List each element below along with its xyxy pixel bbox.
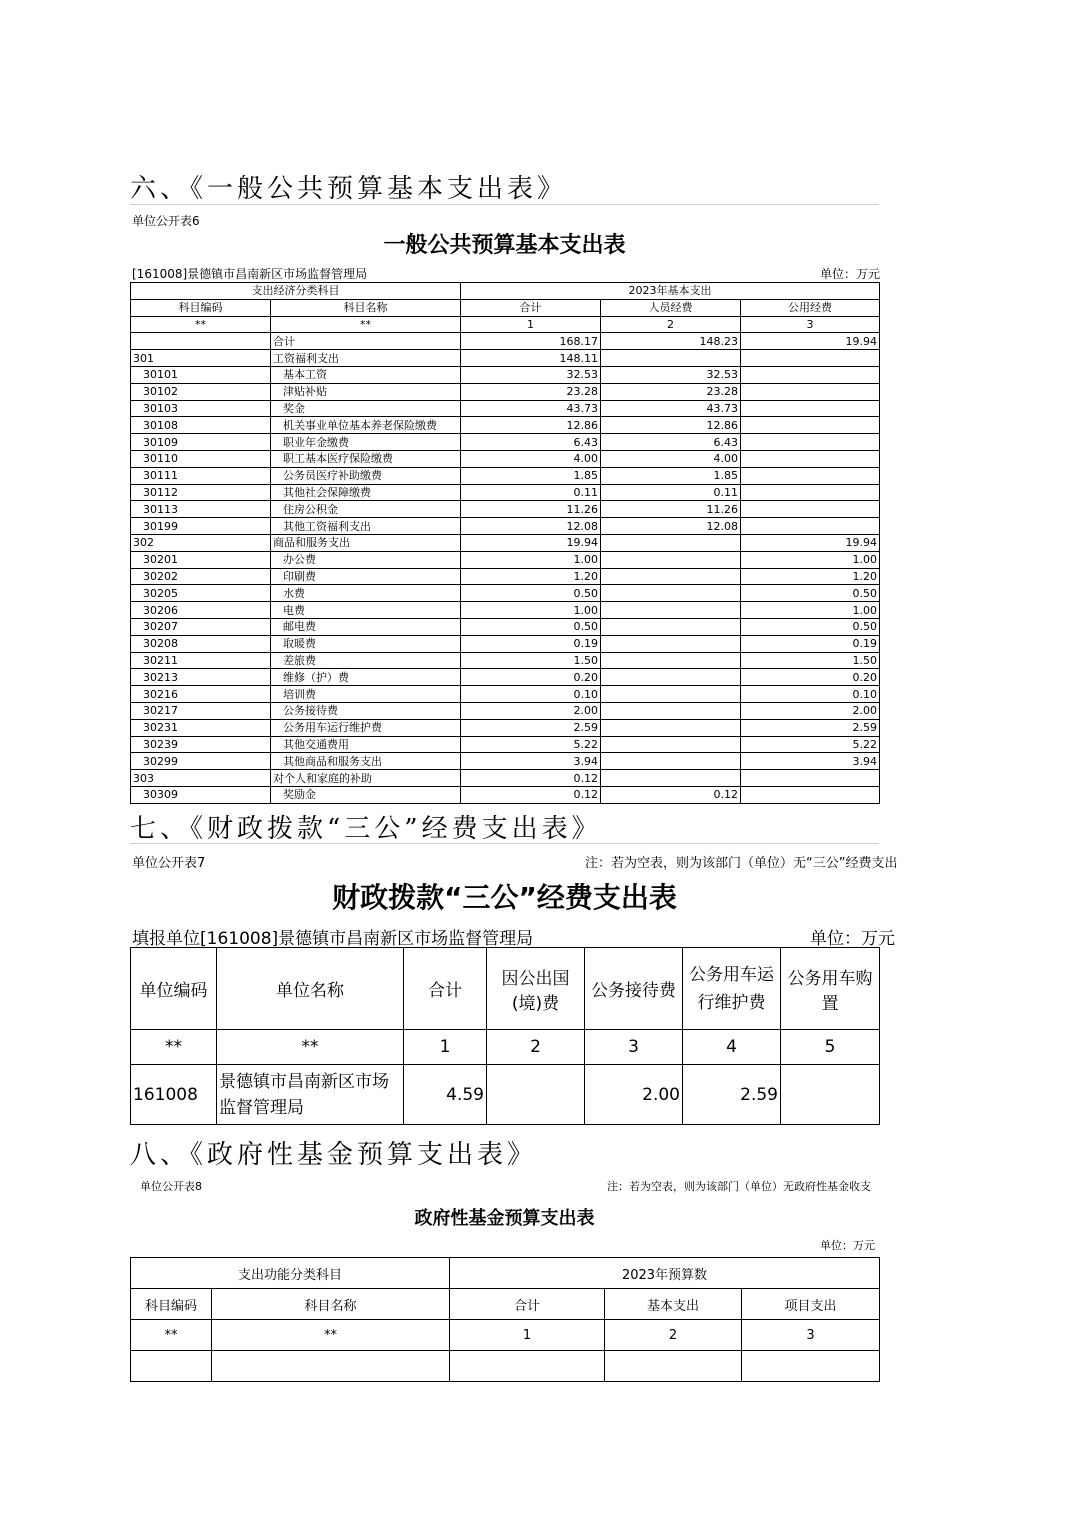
table-index-row — [131, 1030, 880, 1065]
code-cell: 30231 — [131, 719, 271, 736]
name-cell: 商品和服务支出 — [271, 534, 461, 551]
table-row — [131, 786, 880, 803]
personnel-cell — [601, 719, 741, 736]
name-cell: 合计 — [271, 333, 461, 350]
total-cell: 148.11 — [461, 350, 601, 367]
table-row — [131, 602, 880, 619]
header-group-right: 2023年基本支出 — [461, 283, 880, 300]
index-cell: ** — [131, 1030, 217, 1065]
header-cell: 单位名称 — [217, 948, 404, 1030]
three-public-expenses-table — [130, 947, 880, 1125]
total-cell: 0.12 — [461, 786, 601, 803]
total-cell: 0.50 — [461, 618, 601, 635]
public-cell: 19.94 — [741, 534, 880, 551]
header-personnel: 人员经费 — [601, 299, 741, 316]
total-cell: 1.00 — [461, 551, 601, 568]
personnel-cell: 11.26 — [601, 501, 741, 518]
code-cell: 30206 — [131, 602, 271, 619]
table-row — [131, 350, 880, 367]
name-cell: 职工基本医疗保险缴费 — [271, 450, 461, 467]
table-body — [131, 333, 880, 803]
public-cell: 5.22 — [741, 736, 880, 753]
public-cell — [741, 400, 880, 417]
personnel-cell — [601, 585, 741, 602]
public-cell — [741, 467, 880, 484]
index-cell: 3 — [741, 316, 880, 333]
table-row — [131, 534, 880, 551]
total-cell: 1.00 — [461, 602, 601, 619]
section7-title: 财政拨款“三公”经费支出表 — [332, 881, 677, 914]
code-cell: 30239 — [131, 736, 271, 753]
table-row — [131, 1351, 880, 1382]
public-cell — [741, 484, 880, 501]
personnel-cell: 1.85 — [601, 467, 741, 484]
code-cell: 30103 — [131, 400, 271, 417]
table-row — [131, 618, 880, 635]
code-cell: 30299 — [131, 753, 271, 770]
name-cell: 公务接待费 — [271, 702, 461, 719]
index-cell: ** — [271, 316, 461, 333]
index-cell: ** — [217, 1030, 404, 1065]
header-group-right: 2023年预算数 — [450, 1258, 880, 1289]
table-row — [131, 551, 880, 568]
code-cell: 30199 — [131, 518, 271, 535]
total-cell: 12.86 — [461, 417, 601, 434]
index-cell: ** — [131, 316, 271, 333]
section8-title: 政府性基金预算支出表 — [414, 1208, 595, 1229]
name-cell: 差旅费 — [271, 652, 461, 669]
public-cell — [741, 518, 880, 535]
table-header-row — [131, 1258, 880, 1289]
section6-title: 一般公共预算基本支出表 — [383, 233, 626, 258]
header-project: 项目支出 — [742, 1289, 880, 1320]
header-name: 科目名称 — [212, 1289, 450, 1320]
total-cell: 3.94 — [461, 753, 601, 770]
name-cell: 电费 — [271, 602, 461, 619]
table-row — [131, 333, 880, 350]
total-cell: 0.20 — [461, 669, 601, 686]
table-header-row — [131, 948, 880, 1030]
code-cell: 30217 — [131, 702, 271, 719]
index-cell: ** — [131, 1320, 212, 1351]
name-cell: 公务员医疗补助缴费 — [271, 467, 461, 484]
personnel-cell: 0.12 — [601, 786, 741, 803]
index-cell: 2 — [601, 316, 741, 333]
reception-cell: 2.00 — [585, 1065, 683, 1125]
table-header-row — [131, 283, 880, 300]
table-row — [131, 501, 880, 518]
header-group-left: 支出功能分类科目 — [131, 1258, 450, 1289]
personnel-cell: 6.43 — [601, 434, 741, 451]
table-row — [131, 518, 880, 535]
table-row — [131, 686, 880, 703]
total-cell: 1.50 — [461, 652, 601, 669]
personnel-cell — [601, 702, 741, 719]
header-name: 科目名称 — [271, 299, 461, 316]
personnel-cell: 12.08 — [601, 518, 741, 535]
table-row — [131, 417, 880, 434]
personnel-cell — [601, 652, 741, 669]
table-row — [131, 702, 880, 719]
code-cell: 30207 — [131, 618, 271, 635]
table-row — [131, 1065, 880, 1125]
personnel-cell — [601, 736, 741, 753]
table-index-row — [131, 316, 880, 333]
index-cell: 5 — [781, 1030, 880, 1065]
public-cell: 0.50 — [741, 585, 880, 602]
total-cell: 168.17 — [461, 333, 601, 350]
table-row — [131, 736, 880, 753]
table-row — [131, 568, 880, 585]
total-cell: 2.59 — [461, 719, 601, 736]
personnel-cell — [601, 686, 741, 703]
header-cell: 因公出国(境)费 — [487, 948, 585, 1030]
table-header-row — [131, 1289, 880, 1320]
code-cell: 301 — [131, 350, 271, 367]
name-cell: 职业年金缴费 — [271, 434, 461, 451]
personnel-cell — [601, 770, 741, 787]
empty-cell — [605, 1351, 742, 1382]
table-row — [131, 635, 880, 652]
code-cell: 30201 — [131, 551, 271, 568]
total-cell: 23.28 — [461, 383, 601, 400]
personnel-cell: 0.11 — [601, 484, 741, 501]
unit-code-cell: 161008 — [131, 1065, 217, 1125]
table-row — [131, 484, 880, 501]
table-row — [131, 434, 880, 451]
personnel-cell: 43.73 — [601, 400, 741, 417]
total-cell: 43.73 — [461, 400, 601, 417]
header-basic: 基本支出 — [605, 1289, 742, 1320]
name-cell: 其他社会保障缴费 — [271, 484, 461, 501]
total-cell: 1.85 — [461, 467, 601, 484]
index-cell: 2 — [487, 1030, 585, 1065]
table-row — [131, 585, 880, 602]
table-row — [131, 467, 880, 484]
table-index-row — [131, 1320, 880, 1351]
code-cell: 30213 — [131, 669, 271, 686]
empty-cell — [742, 1351, 880, 1382]
section6-form-label: 单位公开表6 — [132, 214, 200, 228]
public-cell — [741, 450, 880, 467]
header-cell: 公务用车运行维护费 — [683, 948, 781, 1030]
abroad-cell — [487, 1065, 585, 1125]
name-cell: 住房公积金 — [271, 501, 461, 518]
personnel-cell: 32.53 — [601, 366, 741, 383]
public-cell — [741, 366, 880, 383]
public-cell: 2.59 — [741, 719, 880, 736]
section6-divider — [130, 204, 879, 205]
personnel-cell — [601, 602, 741, 619]
index-cell: 3 — [742, 1320, 880, 1351]
table-row — [131, 366, 880, 383]
personnel-cell — [601, 753, 741, 770]
code-cell: 30108 — [131, 417, 271, 434]
table-row — [131, 719, 880, 736]
code-cell: 30113 — [131, 501, 271, 518]
section7-note: 注：若为空表，则为该部门（单位）无“三公”经费支出 — [585, 856, 898, 871]
code-cell: 30211 — [131, 652, 271, 669]
name-cell: 办公费 — [271, 551, 461, 568]
code-cell — [131, 333, 271, 350]
header-total: 合计 — [450, 1289, 605, 1320]
code-cell: 30111 — [131, 467, 271, 484]
code-cell: 30208 — [131, 635, 271, 652]
personnel-cell: 148.23 — [601, 333, 741, 350]
public-cell: 1.00 — [741, 551, 880, 568]
table-header-row — [131, 299, 880, 316]
header-code: 科目编码 — [131, 1289, 212, 1320]
index-cell: 3 — [585, 1030, 683, 1065]
name-cell: 津贴补贴 — [271, 383, 461, 400]
unit-name-cell: 景德镇市昌南新区市场监督管理局 — [217, 1065, 404, 1125]
personnel-cell: 4.00 — [601, 450, 741, 467]
public-cell: 0.19 — [741, 635, 880, 652]
code-cell: 30102 — [131, 383, 271, 400]
name-cell: 其他商品和服务支出 — [271, 753, 461, 770]
public-cell: 0.10 — [741, 686, 880, 703]
name-cell: 印刷费 — [271, 568, 461, 585]
section7-heading: 七、《财政拨款“三公”经费支出表》 — [130, 814, 602, 844]
section7-divider — [130, 843, 879, 844]
personnel-cell — [601, 534, 741, 551]
header-code: 科目编码 — [131, 299, 271, 316]
code-cell: 30112 — [131, 484, 271, 501]
header-cell: 合计 — [404, 948, 487, 1030]
name-cell: 其他工资福利支出 — [271, 518, 461, 535]
public-cell: 1.20 — [741, 568, 880, 585]
empty-cell — [131, 1351, 212, 1382]
total-cell: 12.08 — [461, 518, 601, 535]
section6-unit-name: [161008]景德镇市昌南新区市场监督管理局 — [132, 267, 368, 281]
table-row — [131, 383, 880, 400]
public-cell: 3.94 — [741, 753, 880, 770]
public-cell — [741, 417, 880, 434]
total-cell: 0.11 — [461, 484, 601, 501]
public-cell: 1.50 — [741, 652, 880, 669]
empty-cell — [212, 1351, 450, 1382]
section8-note: 注：若为空表，则为该部门（单位）无政府性基金收支 — [607, 1180, 871, 1193]
total-cell: 0.19 — [461, 635, 601, 652]
section7-unit-name: 填报单位[161008]景德镇市昌南新区市场监督管理局 — [132, 929, 534, 949]
name-cell: 对个人和家庭的补助 — [271, 770, 461, 787]
personnel-cell — [601, 551, 741, 568]
header-group-left: 支出经济分类科目 — [131, 283, 461, 300]
name-cell: 奖励金 — [271, 786, 461, 803]
name-cell: 奖金 — [271, 400, 461, 417]
total-cell: 0.50 — [461, 585, 601, 602]
index-cell: 1 — [461, 316, 601, 333]
code-cell: 30110 — [131, 450, 271, 467]
header-public: 公用经费 — [741, 299, 880, 316]
total-cell: 0.12 — [461, 770, 601, 787]
index-cell: 4 — [683, 1030, 781, 1065]
total-cell: 1.20 — [461, 568, 601, 585]
table-row — [131, 652, 880, 669]
code-cell: 30309 — [131, 786, 271, 803]
section8-heading: 八、《政府性基金预算支出表》 — [130, 1140, 538, 1170]
total-cell: 6.43 — [461, 434, 601, 451]
code-cell: 303 — [131, 770, 271, 787]
public-cell — [741, 434, 880, 451]
vehicle-op-cell: 2.59 — [683, 1065, 781, 1125]
section6-heading: 六、《一般公共预算基本支出表》 — [130, 174, 568, 204]
public-cell: 0.50 — [741, 618, 880, 635]
personnel-cell — [601, 669, 741, 686]
vehicle-buy-cell — [781, 1065, 880, 1125]
name-cell: 机关事业单位基本养老保险缴费 — [271, 417, 461, 434]
name-cell: 公务用车运行维护费 — [271, 719, 461, 736]
table-row — [131, 770, 880, 787]
personnel-cell — [601, 618, 741, 635]
total-cell: 11.26 — [461, 501, 601, 518]
name-cell: 水费 — [271, 585, 461, 602]
personnel-cell: 23.28 — [601, 383, 741, 400]
section8-form-label: 单位公开表8 — [140, 1180, 202, 1193]
code-cell: 30202 — [131, 568, 271, 585]
public-cell — [741, 501, 880, 518]
name-cell: 培训费 — [271, 686, 461, 703]
header-total: 合计 — [461, 299, 601, 316]
name-cell: 工资福利支出 — [271, 350, 461, 367]
code-cell: 30205 — [131, 585, 271, 602]
table-row — [131, 753, 880, 770]
personnel-cell: 12.86 — [601, 417, 741, 434]
code-cell: 30101 — [131, 366, 271, 383]
public-cell: 19.94 — [741, 333, 880, 350]
name-cell: 其他交通费用 — [271, 736, 461, 753]
name-cell: 邮电费 — [271, 618, 461, 635]
empty-cell — [450, 1351, 605, 1382]
public-cell — [741, 350, 880, 367]
header-cell: 公务用车购置 — [781, 948, 880, 1030]
section8-unit: 单位：万元 — [820, 1239, 875, 1252]
index-cell: 1 — [450, 1320, 605, 1351]
total-cell: 4.00 — [461, 450, 601, 467]
section7-unit: 单位：万元 — [810, 929, 895, 949]
personnel-cell — [601, 568, 741, 585]
table-row — [131, 400, 880, 417]
section7-form-label: 单位公开表7 — [132, 856, 206, 871]
name-cell: 维修（护）费 — [271, 669, 461, 686]
total-cell: 32.53 — [461, 366, 601, 383]
gov-fund-expenditure-table — [130, 1257, 880, 1382]
index-cell: ** — [212, 1320, 450, 1351]
section6-unit: 单位：万元 — [820, 267, 881, 281]
personnel-cell — [601, 350, 741, 367]
public-cell — [741, 383, 880, 400]
public-cell: 0.20 — [741, 669, 880, 686]
total-cell: 2.00 — [461, 702, 601, 719]
index-cell: 1 — [404, 1030, 487, 1065]
total-cell: 4.59 — [404, 1065, 487, 1125]
header-cell: 单位编码 — [131, 948, 217, 1030]
public-cell — [741, 770, 880, 787]
total-cell: 0.10 — [461, 686, 601, 703]
public-cell: 1.00 — [741, 602, 880, 619]
public-cell — [741, 786, 880, 803]
public-cell: 2.00 — [741, 702, 880, 719]
name-cell: 基本工资 — [271, 366, 461, 383]
code-cell: 302 — [131, 534, 271, 551]
table-row — [131, 669, 880, 686]
header-cell: 公务接待费 — [585, 948, 683, 1030]
basic-expenditure-table — [130, 282, 880, 804]
personnel-cell — [601, 635, 741, 652]
code-cell: 30216 — [131, 686, 271, 703]
name-cell: 取暖费 — [271, 635, 461, 652]
total-cell: 19.94 — [461, 534, 601, 551]
total-cell: 5.22 — [461, 736, 601, 753]
code-cell: 30109 — [131, 434, 271, 451]
table-row — [131, 450, 880, 467]
index-cell: 2 — [605, 1320, 742, 1351]
